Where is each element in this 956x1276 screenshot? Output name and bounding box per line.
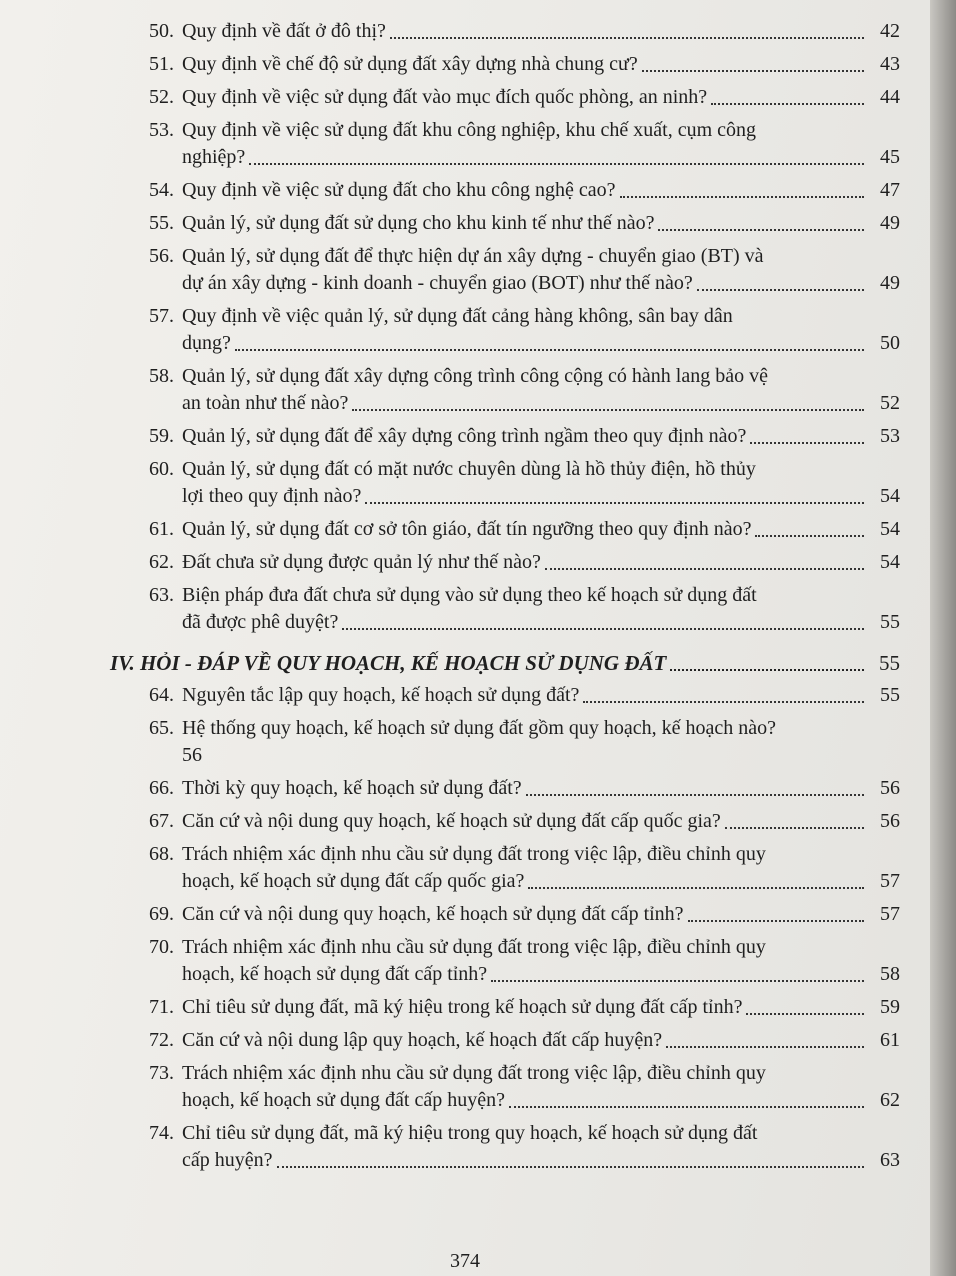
entry-line [182,1087,868,1114]
entry-question [182,775,868,802]
entry-question [182,682,868,709]
entry-page-number: 43 [880,53,900,75]
entry-line-text: an toàn như thế nào? [182,392,349,414]
entry-line-text: Chỉ tiêu sử dụng đất, mã ký hiệu trong kế hoạch sử dụng đất cấp tỉnh? [182,996,743,1018]
entry-page-number: 61 [880,1029,900,1051]
entry-line [182,682,868,709]
entry-line-text: Trách nhiệm xác định nhu cầu sử dụng đất trong việc lập, điều chỉnh quy [182,843,766,865]
entry-number: 56. [149,245,174,267]
entry-line-text: Căn cứ và nội dung quy hoạch, kế hoạch sử dụng đất cấp quốc gia? [182,810,721,832]
entry-number: 59. [149,425,174,447]
toc-entry [110,1120,902,1174]
section-page-number: 55 [879,651,900,675]
entry-page-number: 55 [880,684,900,706]
entry-number: 66. [149,777,174,799]
entry-line-text: nghiệp? [182,146,246,168]
entry-line [182,775,868,802]
entry-line-text: Quy định về việc sử dụng đất vào mục đích quốc phòng, an ninh? [182,86,708,108]
dot-leader [342,628,864,630]
toc-entry [110,934,902,988]
entry-line-text: Quản lý, sử dụng đất xây dựng công trình công cộng có hành lang bảo vệ [182,365,768,387]
entry-line [182,961,868,988]
entry-line [182,117,868,144]
entry-question [182,51,868,78]
entry-line-text: hoạch, kế hoạch sử dụng đất cấp quốc gia? [182,870,525,892]
toc-entry [110,51,902,78]
entry-line [182,177,868,204]
entry-number: 51. [149,53,174,75]
dot-leader [390,37,864,39]
toc-entry [110,994,902,1021]
toc-entry [110,516,902,543]
entry-number: 73. [149,1062,174,1084]
entry-line-text: 56 [182,744,202,766]
entry-line-text: Đất chưa sử dụng được quản lý như thế nào? [182,551,541,573]
entry-number: 63. [149,584,174,606]
entry-number: 52. [149,86,174,108]
dot-leader [583,701,864,703]
entry-line [182,1060,868,1087]
dot-leader [491,980,864,982]
toc-entry [110,210,902,237]
toc-entry [110,582,902,636]
entry-line-text: Quản lý, sử dụng đất sử dụng cho khu kinh tế như thế nào? [182,212,655,234]
entry-line [182,210,868,237]
entry-page-number: 62 [880,1089,900,1111]
entry-line [182,51,868,78]
toc-entry [110,456,902,510]
entry-spacer [110,1174,902,1180]
entry-question [182,456,868,510]
entry-page-number: 50 [880,332,900,354]
entry-question [182,303,868,357]
entry-page-number: 54 [880,518,900,540]
entry-line [182,243,868,270]
entry-number: 67. [149,810,174,832]
entry-page-number: 56 [880,777,900,799]
entry-line [182,270,868,297]
dot-leader [697,289,864,291]
entry-line [182,582,868,609]
entry-line [182,390,868,417]
entry-number: 65. [149,717,174,739]
entry-page-number: 54 [880,485,900,507]
entry-line [182,456,868,483]
dot-leader [746,1013,864,1015]
entry-line [182,303,868,330]
entry-line [182,1120,868,1147]
dot-leader [249,163,864,165]
entry-line-text: Quản lý, sử dụng đất cơ sở tôn giáo, đất tín ngưỡng theo quy định nào? [182,518,752,540]
entry-number: 60. [149,458,174,480]
dot-leader [658,229,864,231]
entry-line-text: Quản lý, sử dụng đất để xây dựng công trình ngầm theo quy định nào? [182,425,747,447]
entry-line [182,1027,868,1054]
toc-entry [110,682,902,709]
entry-page-number: 59 [880,996,900,1018]
entry-line [182,901,868,928]
entry-page-number: 52 [880,392,900,414]
toc-entry [110,549,902,576]
section-heading [110,648,902,678]
dot-leader [545,568,864,570]
entry-line-text: Quy định về đất ở đô thị? [182,20,386,42]
entry-number: 68. [149,843,174,865]
entry-question [182,18,868,45]
entry-question [182,516,868,543]
toc-entry [110,117,902,171]
toc-entry [110,243,902,297]
entry-page-number: 45 [880,146,900,168]
toc-entry [110,177,902,204]
entry-line-text: Quản lý, sử dụng đất để thực hiện dự án xây dựng - chuyển giao (BT) và [182,245,764,267]
entry-number: 57. [149,305,174,327]
entry-line [182,808,868,835]
entry-line [182,715,868,742]
entry-line [182,1147,868,1174]
toc-entry [110,1060,902,1114]
entry-spacer [110,636,902,642]
entry-page-number: 49 [880,272,900,294]
entry-question [182,808,868,835]
entry-question [182,1027,868,1054]
entry-line [182,516,868,543]
entry-question [182,582,868,636]
dot-leader [365,502,864,504]
entry-line [182,841,868,868]
dot-leader [670,669,864,671]
entry-page-number: 47 [880,179,900,201]
entry-line-text: Quản lý, sử dụng đất có mặt nước chuyên dùng là hồ thủy điện, hồ thủy [182,458,756,480]
entry-number: 50. [149,20,174,42]
entry-page-number: 57 [880,870,900,892]
toc-entry [110,84,902,111]
entry-page-number: 58 [880,963,900,985]
entry-question [182,117,868,171]
entry-line-text: Căn cứ và nội dung quy hoạch, kế hoạch sử dụng đất cấp tỉnh? [182,903,684,925]
toc-group-part-iv [110,682,902,1180]
entry-number: 70. [149,936,174,958]
entry-line [182,994,868,1021]
entry-question [182,210,868,237]
dot-leader [620,196,864,198]
entry-number: 72. [149,1029,174,1051]
book-edge [930,0,956,1276]
entry-line [182,330,868,357]
entry-page-number: 42 [880,20,900,42]
entry-question [182,715,868,769]
toc-entry [110,423,902,450]
entry-line-text: hoạch, kế hoạch sử dụng đất cấp tỉnh? [182,963,488,985]
entry-line [182,868,868,895]
entry-line [182,934,868,961]
entry-line-text: Hệ thống quy hoạch, kế hoạch sử dụng đất gồm quy hoạch, kế hoạch nào? [182,717,777,739]
entry-line-text: Chỉ tiêu sử dụng đất, mã ký hiệu trong quy hoạch, kế hoạch sử dụng đất [182,1122,758,1144]
entry-line-text: đã được phê duyệt? [182,611,339,633]
dot-leader [750,442,864,444]
entry-question [182,901,868,928]
entry-number: 55. [149,212,174,234]
entry-question [182,934,868,988]
entry-line-text: cấp huyện? [182,1149,273,1171]
entry-question [182,1060,868,1114]
dot-leader [642,70,864,72]
entry-line-text: Thời kỳ quy hoạch, kế hoạch sử dụng đất? [182,777,522,799]
entry-page-number: 49 [880,212,900,234]
entry-number: 64. [149,684,174,706]
entry-question [182,841,868,895]
entry-line [182,423,868,450]
entry-line [182,84,868,111]
entry-line-text: Quy định về việc sử dụng đất khu công nghiệp, khu chế xuất, cụm công [182,119,757,141]
toc-entry [110,303,902,357]
entry-question [182,177,868,204]
entry-line-text: Căn cứ và nội dung lập quy hoạch, kế hoạch đất cấp huyện? [182,1029,663,1051]
toc-entry [110,1027,902,1054]
entry-number: 74. [149,1122,174,1144]
toc-entry [110,841,902,895]
entry-page-number: 53 [880,425,900,447]
entry-question [182,363,868,417]
toc-entry [110,901,902,928]
entry-page-number: 63 [880,1149,900,1171]
entry-page-number: 55 [880,611,900,633]
entry-page-number: 54 [880,551,900,573]
entry-number: 58. [149,365,174,387]
entry-question [182,549,868,576]
entry-line-text: Quy định về việc quản lý, sử dụng đất cảng hàng không, sân bay dân [182,305,733,327]
entry-line [182,549,868,576]
toc-entry [110,775,902,802]
table-of-contents [110,18,902,1180]
entry-page-number: 56 [880,810,900,832]
entry-question [182,423,868,450]
entry-line-text: Quy định về việc sử dụng đất cho khu công nghệ cao? [182,179,616,201]
dot-leader [235,349,864,351]
entry-line [182,18,868,45]
entry-page-number: 44 [880,86,900,108]
entry-page-number: 57 [880,903,900,925]
dot-leader [666,1046,864,1048]
dot-leader [509,1106,864,1108]
page-footer-number: 374 [450,1250,480,1272]
entry-line [182,742,868,769]
toc-entry [110,363,902,417]
section-title: IV. HỎI - ĐÁP VỀ QUY HOẠCH, KẾ HOẠCH SỬ DỤNG ĐẤT [110,651,667,675]
entry-line-text: dự án xây dựng - kinh doanh - chuyển giao (BOT) như thế nào? [182,272,693,294]
entry-question [182,243,868,297]
entry-line-text: Biện pháp đưa đất chưa sử dụng vào sử dụng theo kế hoạch sử dụng đất [182,584,757,606]
entry-line-text: Quy định về chế độ sử dụng đất xây dựng nhà chung cư? [182,53,638,75]
entry-line-text: Trách nhiệm xác định nhu cầu sử dụng đất trong việc lập, điều chỉnh quy [182,936,766,958]
entry-number: 62. [149,551,174,573]
entry-line-text: Nguyên tắc lập quy hoạch, kế hoạch sử dụng đất? [182,684,580,706]
toc-entry [110,18,902,45]
entry-line [182,483,868,510]
entry-line-text: hoạch, kế hoạch sử dụng đất cấp huyện? [182,1089,505,1111]
toc-group-part-iii [110,18,902,642]
entry-line-text: lợi theo quy định nào? [182,485,362,507]
dot-leader [711,103,864,105]
entry-number: 54. [149,179,174,201]
dot-leader [528,887,864,889]
entry-question [182,1120,868,1174]
entry-line [182,363,868,390]
entry-question [182,84,868,111]
dot-leader [526,794,864,796]
entry-line-text: Trách nhiệm xác định nhu cầu sử dụng đất trong việc lập, điều chỉnh quy [182,1062,766,1084]
dot-leader [688,920,864,922]
dot-leader [755,535,864,537]
entry-line-text: dụng? [182,332,231,354]
entry-line [182,609,868,636]
entry-number: 61. [149,518,174,540]
entry-number: 53. [149,119,174,141]
dot-leader [352,409,864,411]
entry-number: 71. [149,996,174,1018]
entry-line [182,144,868,171]
toc-entry [110,808,902,835]
entry-number: 69. [149,903,174,925]
dot-leader [725,827,864,829]
toc-entry [110,715,902,769]
dot-leader [277,1166,864,1168]
entry-question [182,994,868,1021]
